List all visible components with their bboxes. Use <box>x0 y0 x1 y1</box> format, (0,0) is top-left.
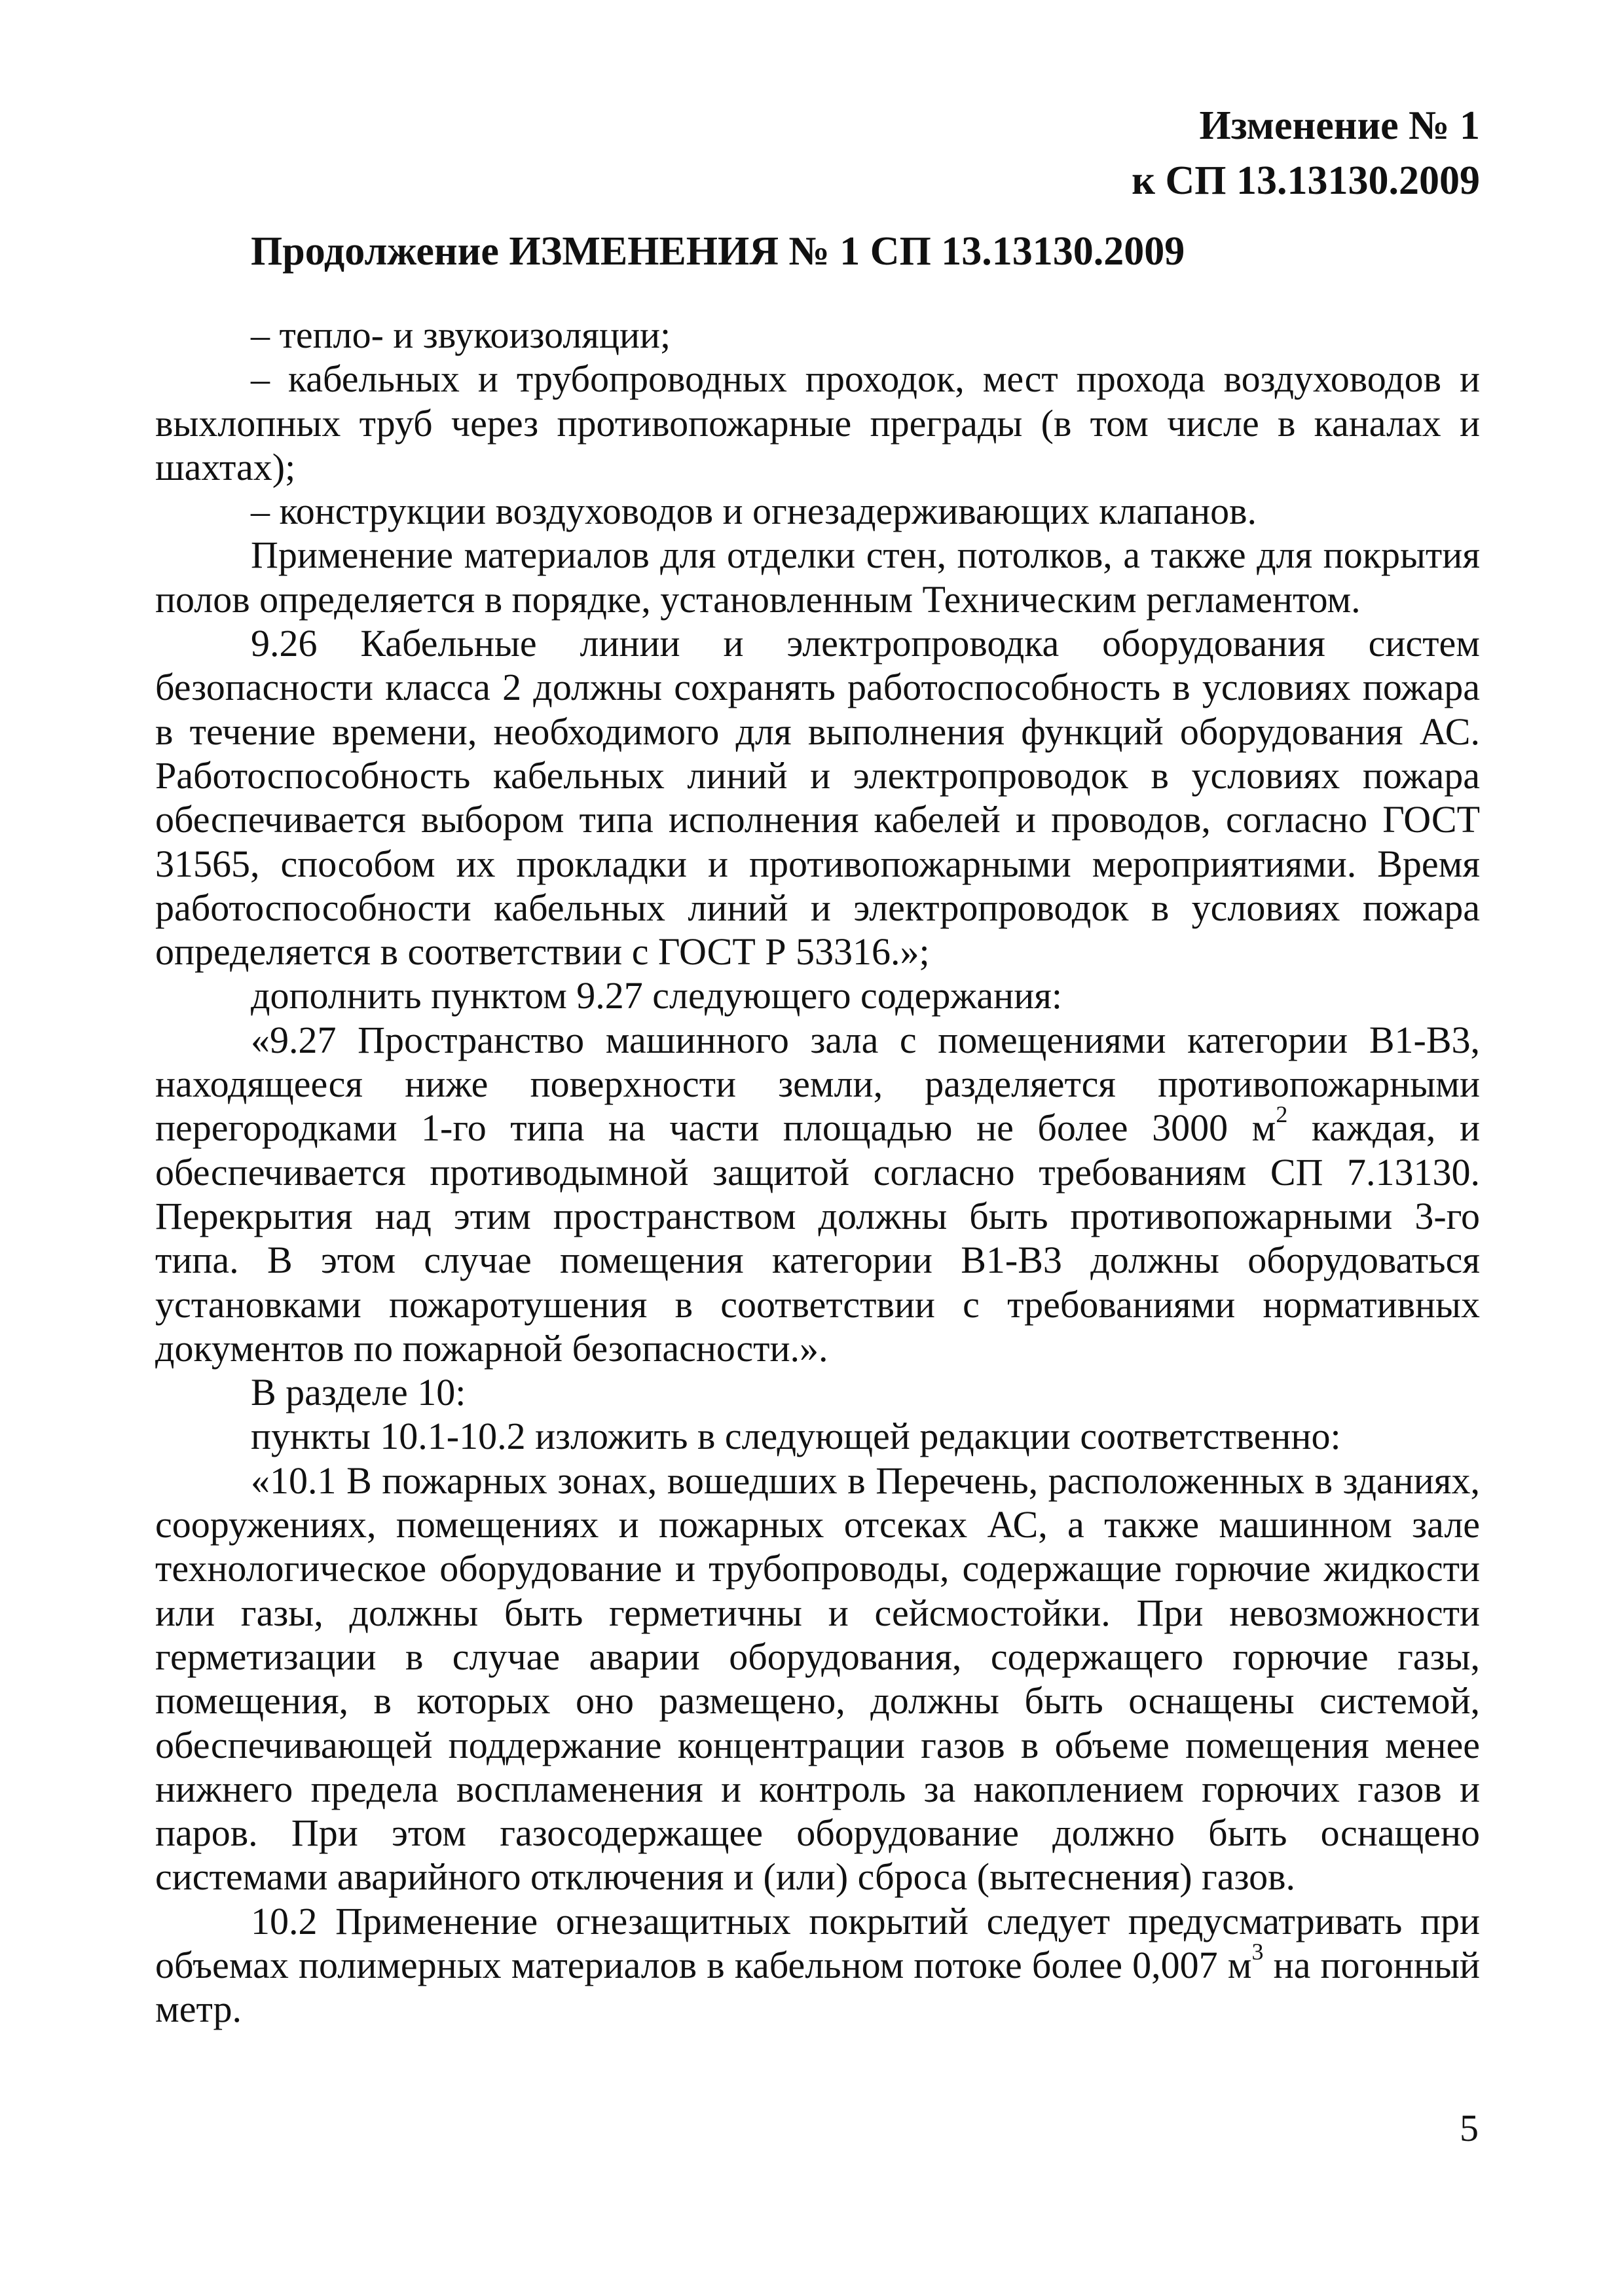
section-10-intro: пункты 10.1-10.2 изложить в следующей редакции соответственно: <box>251 1415 1341 1458</box>
superscript-square: 2 <box>1276 1101 1288 1128</box>
paragraph-insulation: – тепло- и звукоизоляции; <box>251 314 671 356</box>
paragraph-10-2 <box>155 1899 1480 2032</box>
paragraph-10-2-part1: 10.2 Применение огнезащитных покрытий следует предусматривать при объемах полимерных материалов в кабельном потоке более 0,007 м <box>155 1899 1480 1986</box>
paragraph-9-27-part1: «9.27 Пространство машинного зала с помещениями категории В1-В3, находящееся ниже поверхности земли, разделяется противопожарными перегородками 1-го типа на части площадью не более 3000 м <box>155 1018 1480 1150</box>
paragraph-air-ducts: – конструкции воздуховодов и огнезадерживающих клапанов. <box>251 490 1257 533</box>
document-header <box>1132 98 1480 208</box>
paragraph-9-27 <box>155 1018 1480 1370</box>
amendment-number: Изменение № 1 <box>1199 103 1480 148</box>
paragraph-add-9-27: дополнить пунктом 9.27 следующего содержания: <box>251 974 1063 1017</box>
continuation-title: Продолжение ИЗМЕНЕНИЯ № 1 СП 13.13130.2009 <box>251 229 1185 274</box>
standard-reference: к СП 13.13130.2009 <box>1132 158 1480 203</box>
paragraph-9-26: 9.26 Кабельные линии и электропроводка оборудования систем безопасности класса 2 должны сохранять работоспособность в условиях пожара в течение времени, необходимого для выполнения функций оборудования АС. Работоспособность кабельных линий и электропроводок в условиях пожара обеспечивается выбором типа исполнения кабелей и проводов, согласно ГОСТ 31565, способом их прокладки и противопожарными мероприятиями. Время работоспособности кабельных линий и электропроводок в условиях пожара определяется в соответствии с ГОСТ Р 53316.»; <box>155 622 1480 974</box>
paragraph-cable-passages: – кабельных и трубопроводных проходок, мест прохода воздуховодов и выхлопных труб через противопожарные преграды (в том числе в каналах и шахтах); <box>155 357 1480 488</box>
paragraph-10-2-part2: на погонный метр. <box>155 1943 1480 2031</box>
document-body <box>155 313 1480 2032</box>
section-10-heading: В разделе 10: <box>251 1371 466 1414</box>
superscript-cube: 3 <box>1251 1938 1264 1965</box>
paragraph-9-27-part2: каждая, и обеспечивается противодымной защитой согласно требованиям СП 7.13130. Перекрытия над этим пространством должны быть противопожарными 3-го типа. В этом случае помещения категории В1-В3 должны оборудоваться установками пожаротушения в соответствии с требованиями нормативных документов по пожарной безопасности.». <box>155 1106 1481 1370</box>
paragraph-finishing-materials: Применение материалов для отделки стен, потолков, а также для покрытия полов определяется в порядке, установленным Техническим регламентом. <box>155 534 1480 621</box>
paragraph-10-1: «10.1 В пожарных зонах, вошедших в Перечень, расположенных в зданиях, сооружениях, помещениях и пожарных отсеках АС, а также машинном зале технологическое оборудование и трубопроводы, содержащие горючие жидкости или газы, должны быть герметичны и сейсмостойки. При невозможности герметизации в случае аварии оборудования, содержащего горючие газы, помещения, в которых оно размещено, должны быть оснащены системой, обеспечивающей поддержание концентрации газов в объеме помещения менее нижнего предела воспламенения и контроль за накоплением горючих газов и паров. При этом газосодержащее оборудование должно быть оснащено системами аварийного отключения и (или) сброса (вытеснения) газов. <box>155 1459 1480 1899</box>
page-number: 5 <box>1460 2107 1479 2149</box>
